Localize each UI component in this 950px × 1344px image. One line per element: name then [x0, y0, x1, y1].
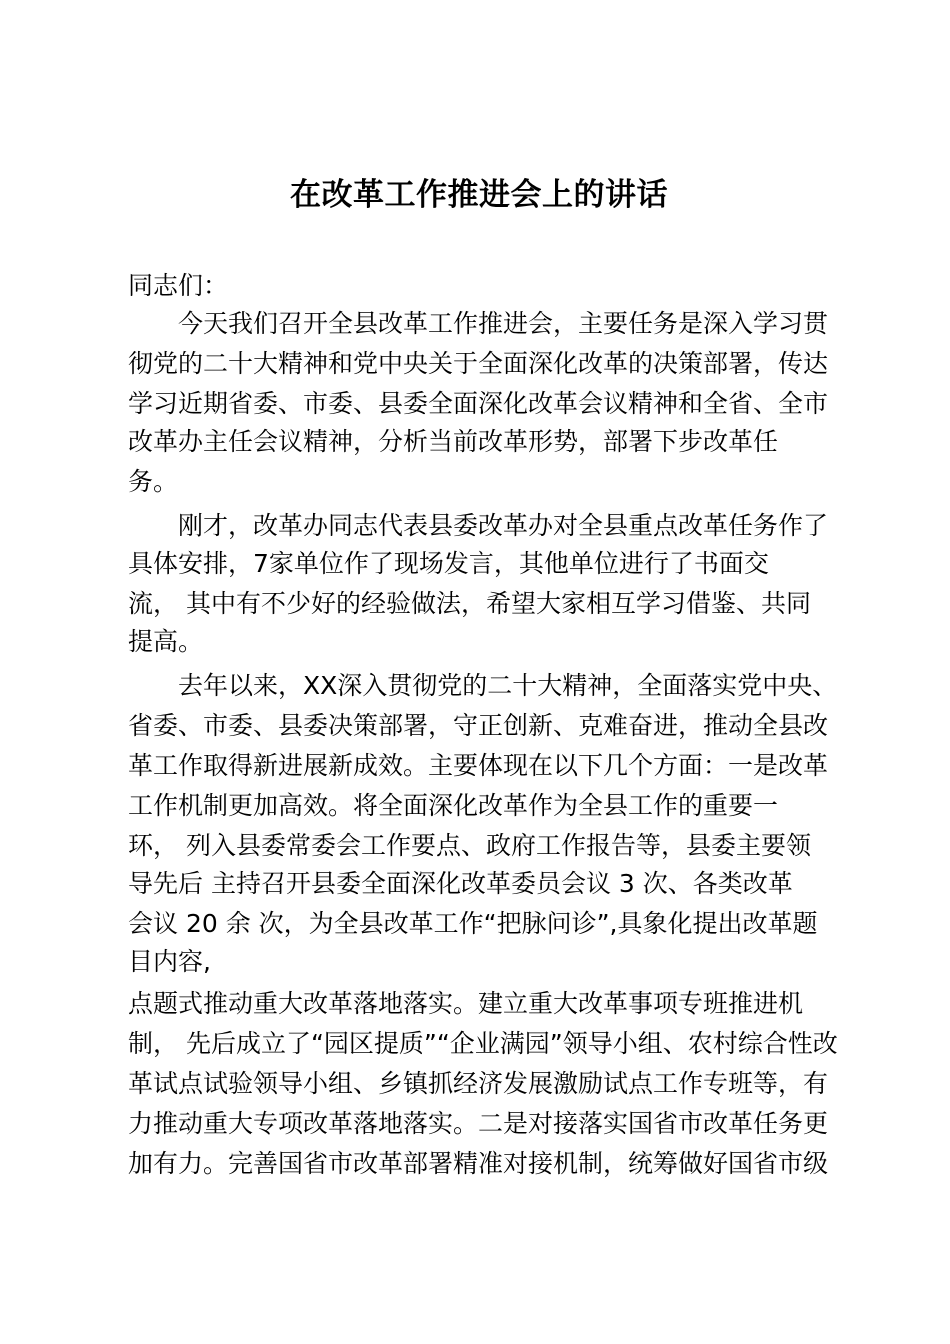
paragraph-1-line-2: 彻党的二十大精神和党中央关于全面深化改革的决策部署，传达 [128, 349, 829, 378]
paragraph-4-line-2: 制， 先后成立了“园区提质”“企业满园”领导小组、农村综合性改 [128, 1029, 838, 1058]
paragraph-3-line-7: 会议 20 余 次，为全县改革工作“把脉问诊”,具象化提出改革题 [128, 909, 818, 938]
paragraph-3-line-6: 导先后 主持召开县委全面深化改革委员会议 3 次、各类改革 [128, 869, 793, 898]
paragraph-1-line-3: 学习近期省委、市委、县委全面深化改革会议精神和全省、全市 [128, 389, 829, 418]
paragraph-4-line-4: 力推动重大专项改革落地落实。二是对接落实国省市改革任务更 [128, 1109, 829, 1138]
paragraph-1-line-1: 今天我们召开全县改革工作推进会，主要任务是深入学习贯 [178, 309, 829, 338]
paragraph-3-line-5: 环， 列入县委常委会工作要点、政府工作报告等，县委主要领 [128, 831, 811, 860]
paragraph-2-line-2: 具体安排，7家单位作了现场发言，其他单位进行了书面交 [128, 549, 769, 578]
paragraph-3-line-1: 去年以来，XX深入贯彻党的二十大精神，全面落实党中央、 [178, 671, 838, 700]
paragraph-3-line-3: 革工作取得新进展新成效。主要体现在以下几个方面：一是改革 [128, 751, 829, 780]
paragraph-2-line-3: 流， 其中有不少好的经验做法，希望大家相互学习借鉴、共同 [128, 589, 811, 618]
document-title: 在改革工作推进会上的讲话 [290, 177, 668, 213]
salutation: 同志们： [128, 271, 229, 300]
paragraph-4-line-1: 点题式推动重大改革落地落实。建立重大改革事项专班推进机 [128, 989, 804, 1018]
paragraph-3-line-2: 省委、市委、县委决策部署，守正创新、克难奋进，推动全县改 [128, 711, 829, 740]
paragraph-4-line-3: 革试点试验领导小组、乡镇抓经济发展激励试点工作专班等，有 [128, 1069, 829, 1098]
paragraph-3-line-4: 工作机制更加高效。将全面深化改革作为全县工作的重要一 [128, 791, 779, 820]
paragraph-1-line-4: 改革办主任会议精神，分析当前改革形势，部署下步改革任 [128, 427, 779, 456]
paragraph-2-line-4: 提高。 [128, 627, 204, 656]
paragraph-4-line-5: 加有力。完善国省市改革部署精准对接机制，统筹做好国省市级 [128, 1149, 829, 1178]
paragraph-2-line-1: 刚才，改革办同志代表县委改革办对全县重点改革任务作了 [178, 511, 829, 540]
paragraph-1-line-5: 务。 [128, 467, 179, 496]
paragraph-3-line-8: 目内容, [128, 947, 211, 976]
